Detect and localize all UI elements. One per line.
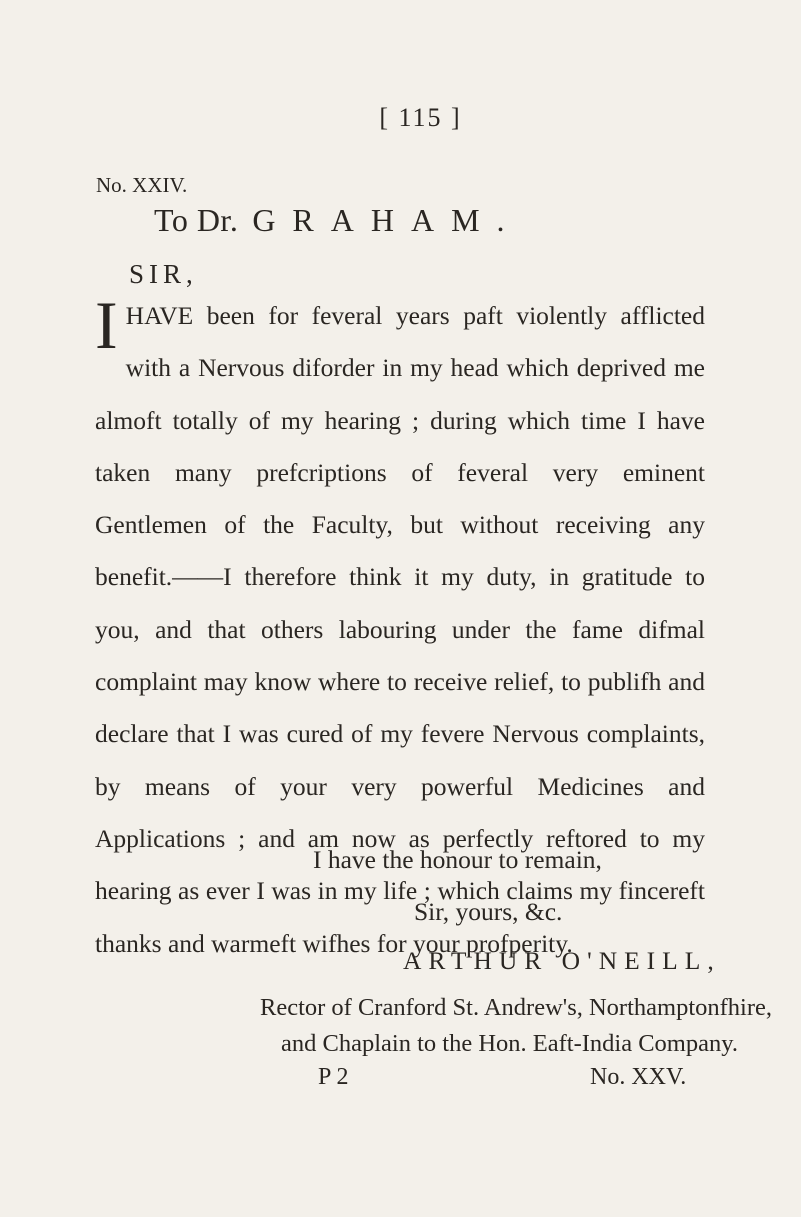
- title-addressee-name: GRAHAM.: [252, 202, 522, 238]
- drop-cap: I: [95, 287, 118, 363]
- letter-title: [154, 202, 522, 239]
- salutation: SIR,: [129, 259, 198, 289]
- valediction: Sir, yours, &c.: [414, 897, 563, 926]
- signature-mark: P 2: [318, 1064, 349, 1090]
- signature-name: ARTHUR O'NEILL,: [403, 946, 721, 975]
- title-addressee-prefix: To Dr.: [154, 202, 239, 238]
- page-number: [ 115 ]: [379, 103, 462, 132]
- letter-number: No. XXIV.: [96, 173, 188, 197]
- letter-body-text: HAVE been for feveral years paft violently afflicted with a Nervous diforder in my head which deprived me almoft totally of my hearing ; during which time I have taken many prefcriptions of feveral very eminent Gentlemen of the Faculty, but without receiving any benefit.——I therefore think it my duty, in gratitude to you, and that others labouring under the fame difmal complaint may know where to receive relief, to publifh and declare that I was cured of my fevere Nervous complaints, by means of your very powerful Medicines and Applications ; and am now as perfectly reftored to my hearing as ever I was in my life ; which claims my fincereft thanks and warmeft wifhes for your profperity.: [95, 301, 705, 958]
- closing-line: I have the honour to remain,: [313, 845, 602, 874]
- catchword: No. XXV.: [590, 1064, 687, 1090]
- signer-title-line-2: and Chaplain to the Hon. Eaft-India Company.: [281, 1030, 738, 1057]
- signer-title-line-1: Rector of Cranford St. Andrew's, Northamptonfhire,: [260, 994, 772, 1021]
